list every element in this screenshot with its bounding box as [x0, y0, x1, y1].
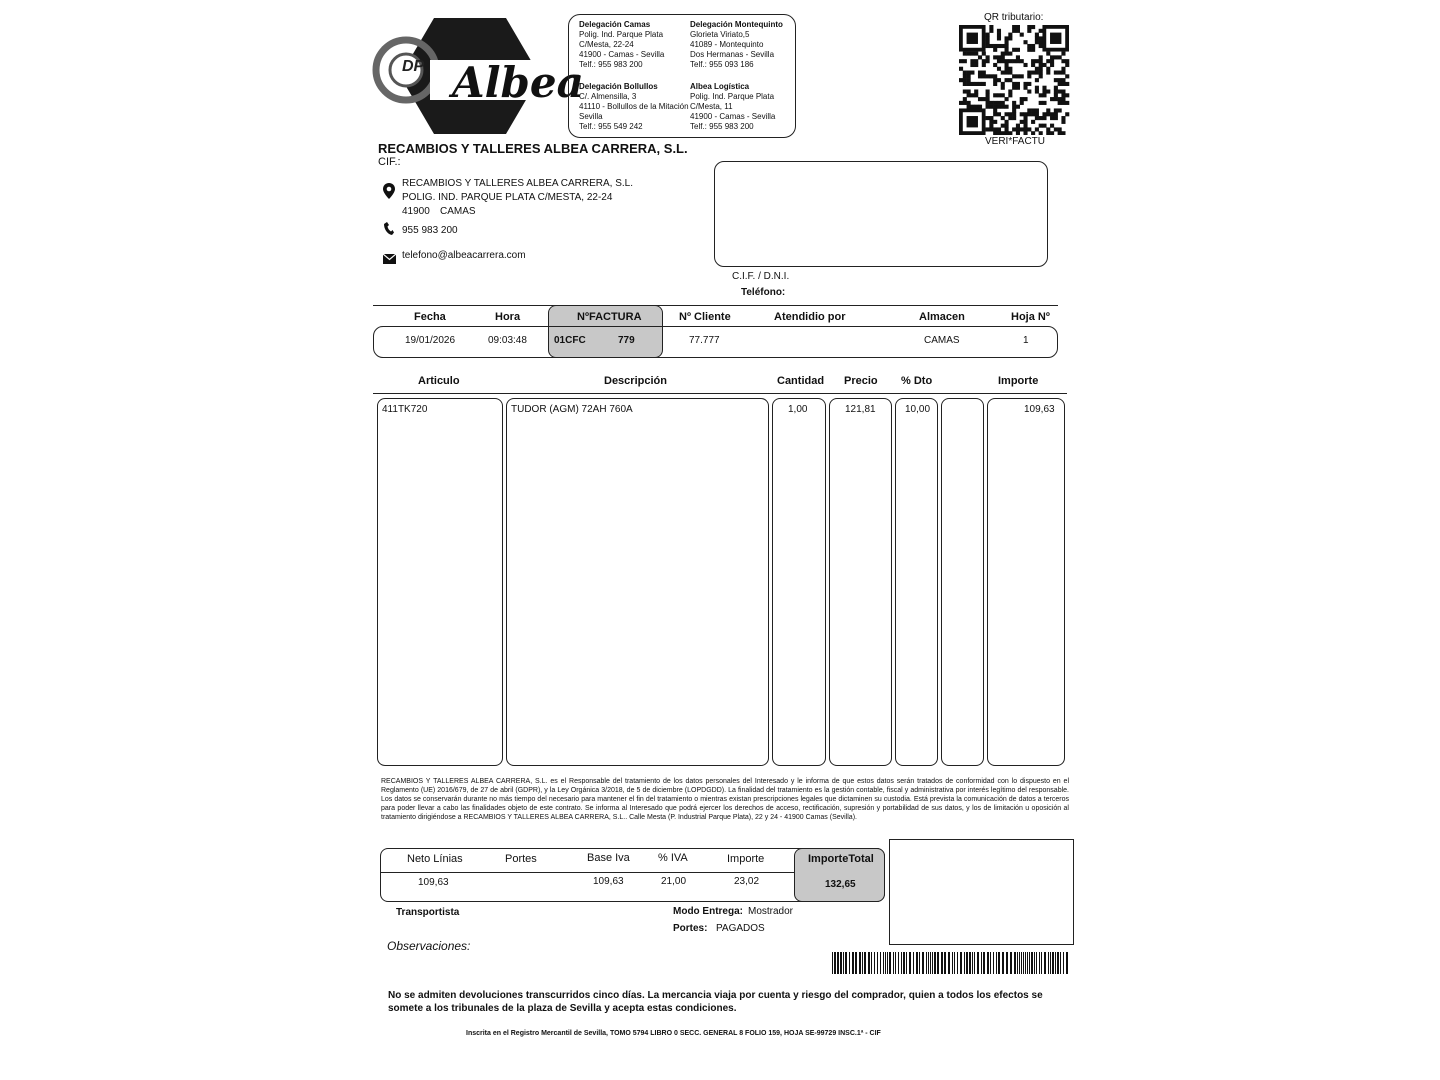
delegation-line: Telf.: 955 983 200 [690, 122, 754, 131]
col-descripcion-label: Descripción [604, 375, 667, 387]
client-phone-label: Teléfono: [741, 287, 786, 298]
delegation-montequinto [690, 20, 794, 70]
company-logo [364, 16, 584, 136]
delegation-line: 41900 - Camas - Sevilla [579, 50, 665, 59]
delegation-line: Sevilla [579, 112, 603, 121]
delegation-line: Telf.: 955 093 186 [690, 60, 754, 69]
line-cantidad: 1,00 [788, 404, 808, 415]
col-cantidad [772, 398, 826, 766]
total-label: ImporteTotal [808, 853, 874, 865]
col-descripcion [506, 398, 769, 766]
delegation-title: Delegación Bollullos [579, 82, 658, 91]
base-value: 109,63 [593, 876, 624, 887]
delegation-line: 41089 - Montequinto [690, 40, 764, 49]
line-precio: 121,81 [845, 404, 876, 415]
hora-label: Hora [495, 311, 521, 323]
hoja-value: 1 [1023, 335, 1029, 346]
delegation-line: Telf.: 955 983 200 [579, 60, 643, 69]
col-dto-label: % Dto [901, 375, 933, 387]
col-importe [987, 398, 1065, 766]
factura-num: 779 [618, 335, 635, 346]
almacen-label: Almacen [919, 311, 965, 323]
email-icon [383, 251, 396, 269]
delegation-line: C/. Almensilla, 3 [579, 92, 637, 101]
client-address-box [714, 161, 1048, 267]
stamp-box [889, 839, 1074, 945]
footer-conditions: No se admiten devoluciones transcurridos cinco días. La mercancia viaja por cuenta y riesgo del comprador, quien a todos los efectos se somete a los tribunales de la plaza de Sevilla y acepta estas condiciones. [388, 990, 1043, 1014]
factura-label: NºFACTURA [577, 311, 642, 323]
importe-value: 23,02 [734, 876, 760, 887]
company-phone: 955 983 200 [402, 225, 458, 236]
qr-label: QR tributario: [984, 12, 1044, 23]
modo-entrega-value: Mostrador [748, 906, 794, 917]
delegation-line: Telf.: 955 549 242 [579, 122, 643, 131]
hoja-label: Hoja Nº [1011, 311, 1050, 323]
col-cantidad-label: Cantidad [777, 375, 825, 387]
factura-serie: 01CFC [554, 335, 586, 346]
company-name: RECAMBIOS Y TALLERES ALBEA CARRERA, S.L. [378, 141, 688, 156]
header-divider [373, 305, 1058, 306]
atendido-label: Atendidio por [774, 311, 846, 323]
delegation-title: Delegación Camas [579, 20, 651, 29]
col-empty [941, 398, 984, 766]
delegation-line: Polig. Ind. Parque Plata [579, 30, 664, 39]
col-dto [895, 398, 938, 766]
registry-note: Inscrita en el Registro Mercantil de Sevilla, TOMO 5794 LIBRO 0 SECC. GENERAL 8 FOLIO 159, HOJA SE-99729 INSC.1ª - CIF [466, 1030, 881, 1037]
portes-label: Portes [505, 853, 537, 865]
observaciones-label: Observaciones: [387, 939, 471, 953]
client-cif-label: C.I.F. / D.N.I. [732, 271, 790, 282]
line-articulo: 411TK720 [382, 404, 428, 415]
delegation-line: C/Mesta, 11 [690, 102, 733, 111]
delegation-line: Dos Hermanas - Sevilla [690, 50, 775, 59]
fecha-label: Fecha [414, 311, 446, 323]
hora-value: 09:03:48 [488, 335, 527, 346]
col-articulo-label: Articulo [418, 375, 460, 387]
iva-label: % IVA [658, 852, 688, 864]
delegation-line: Polig. Ind. Parque Plata [690, 92, 775, 101]
col-precio-label: Precio [844, 375, 878, 387]
base-label: Base Iva [587, 852, 630, 864]
fecha-value: 19/01/2026 [405, 335, 456, 346]
delegation-bollullos [579, 82, 691, 132]
cliente-value: 77.777 [689, 335, 720, 346]
importe-label: Importe [727, 853, 765, 865]
barcode [832, 952, 1072, 974]
gdpr-legal-text: RECAMBIOS Y TALLERES ALBEA CARRERA, S.L. es el Responsable del tratamiento de los datos personales del Interesado y le informa de que estos datos serán tratados de conformidad con lo dispuesto en el Reglamento (UE) 2016/679, de 27 de abril (GDPR), y la Ley Orgánica 3/2018, de 5 de diciembre (LOPDGDD). La finalidad del tratamiento es la gestión contable, fiscal y administrativa por interés legítimo del responsable. Los datos se conservarán durante no más tiempo del necesario para mantener el fin del tratamiento o mientras existan prescripciones legales que dictaminen su custodia. Está prevista la comunicación de datos a terceros para poder llevar a cabo las finalidades objeto de este contrato. Se informa al Interesado que podrá ejercer los derechos de acceso, rectificación, supresión y portabilidad de sus datos, y los de limitación u oposición al tratamiento dirigiéndose a RECAMBIOS Y TALLERES ALBEA CARRERA, S.L.. Calle Mesta (P. Industrial Parque Plata), 22 y 24 - 41900 Camas (Sevilla). [381, 778, 1069, 821]
col-articulo [377, 398, 503, 766]
delegation-camas [579, 20, 689, 70]
col-precio [829, 398, 892, 766]
delegation-line: 41110 - Bollullos de la Mitación [579, 102, 689, 111]
delegation-title: Delegación Montequinto [690, 20, 783, 29]
location-icon [383, 183, 395, 204]
phone-icon [384, 222, 394, 240]
delegation-logistica [690, 82, 794, 132]
company-address-line: POLIG. IND. PARQUE PLATA C/MESTA, 22-24 [402, 192, 613, 203]
portes-delivery-value: PAGADOS [716, 923, 765, 934]
delegation-line: 41900 - Camas - Sevilla [690, 112, 776, 121]
cif-label: CIF.: [378, 156, 401, 168]
transportista-label: Transportista [396, 907, 460, 918]
col-importe-label: Importe [998, 375, 1039, 387]
logo-brand: Albea [452, 58, 584, 107]
modo-entrega-label: Modo Entrega: [673, 906, 743, 917]
portes-delivery-label: Portes: [673, 923, 708, 934]
qr-caption: VERI*FACTU [985, 136, 1046, 147]
line-importe: 109,63 [1024, 404, 1055, 415]
neto-label: Neto Línias [407, 853, 463, 865]
logo-prefix: DP [402, 58, 425, 75]
iva-value: 21,00 [661, 876, 687, 887]
total-value: 132,65 [825, 879, 856, 890]
lines-header-divider [373, 393, 1067, 394]
line-dto: 10,00 [905, 404, 931, 415]
company-address-name: RECAMBIOS Y TALLERES ALBEA CARRERA, S.L. [402, 178, 634, 189]
delegation-line: Glorieta Viriato,5 [690, 30, 750, 39]
company-postal: 41900 [402, 206, 430, 217]
company-email: telefono@albeacarrera.com [402, 250, 526, 261]
neto-value: 109,63 [418, 877, 449, 888]
cliente-label: Nº Cliente [679, 311, 731, 323]
almacen-value: CAMAS [924, 335, 960, 346]
line-descripcion: TUDOR (AGM) 72AH 760A [511, 404, 633, 415]
company-city: CAMAS [440, 206, 476, 217]
delegation-title: Albea Logística [690, 82, 750, 91]
qr-code [958, 25, 1070, 135]
delegation-line: C/Mesta, 22-24 [579, 40, 634, 49]
